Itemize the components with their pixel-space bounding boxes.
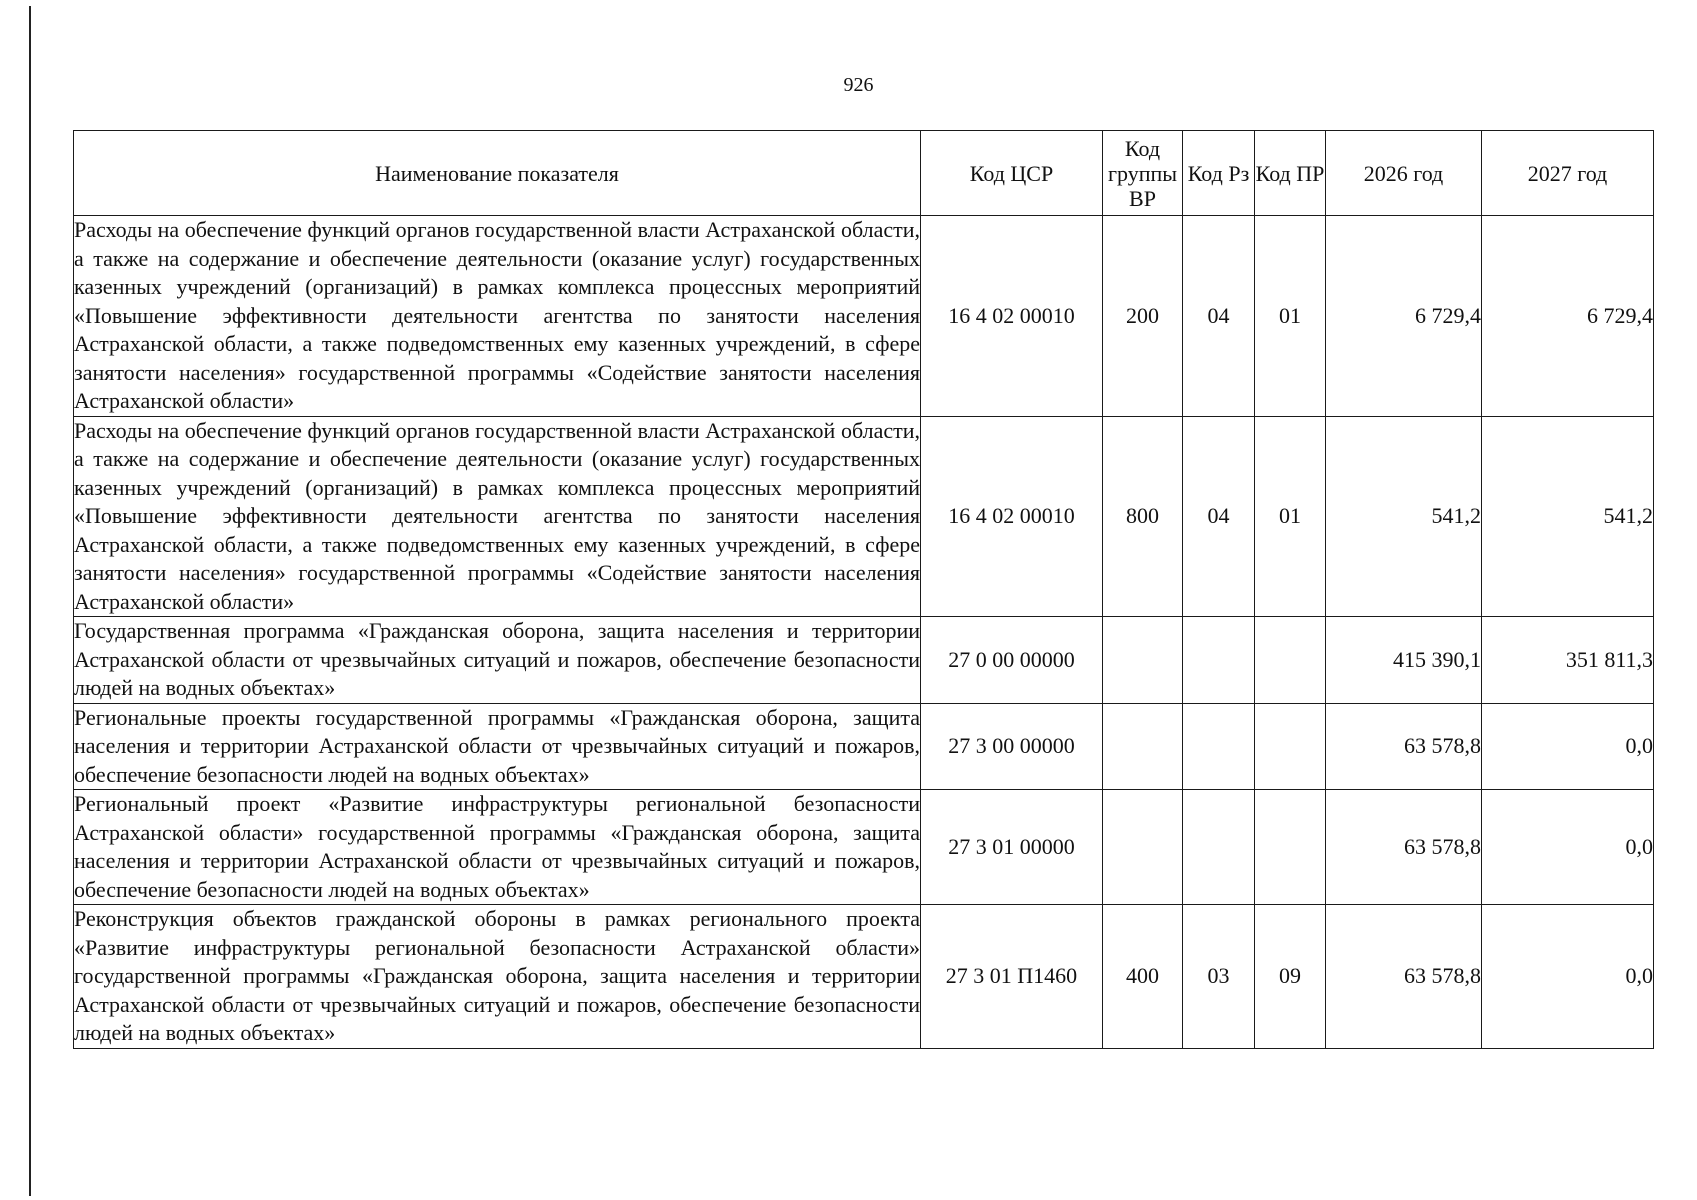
csr-code-cell: 27 0 00 00000 <box>921 617 1103 704</box>
header-rz-code: Код Рз <box>1183 131 1255 216</box>
rz-code-cell: 03 <box>1183 905 1255 1049</box>
table-header-row <box>74 131 1654 216</box>
csr-code-cell: 16 4 02 00010 <box>921 216 1103 417</box>
rz-code-cell: 04 <box>1183 416 1255 617</box>
amount-2026-cell: 63 578,8 <box>1326 790 1482 905</box>
amount-2027-cell: 541,2 <box>1482 416 1654 617</box>
pr-code-cell: 01 <box>1255 416 1326 617</box>
header-csr-code: Код ЦСР <box>921 131 1103 216</box>
csr-code-cell: 27 3 01 00000 <box>921 790 1103 905</box>
table-row <box>74 790 1654 905</box>
amount-2027-cell: 351 811,3 <box>1482 617 1654 704</box>
table-row <box>74 905 1654 1049</box>
pr-code-cell <box>1255 790 1326 905</box>
header-indicator-name: Наименование показателя <box>74 131 921 216</box>
amount-2027-cell: 0,0 <box>1482 790 1654 905</box>
pr-code-cell: 09 <box>1255 905 1326 1049</box>
table-row <box>74 216 1654 417</box>
header-pr-code: Код ПР <box>1255 131 1326 216</box>
rz-code-cell <box>1183 617 1255 704</box>
amount-2027-cell: 6 729,4 <box>1482 216 1654 417</box>
page-number: 926 <box>843 74 874 96</box>
amount-2026-cell: 415 390,1 <box>1326 617 1482 704</box>
amount-2026-cell: 63 578,8 <box>1326 905 1482 1049</box>
rz-code-cell: 04 <box>1183 216 1255 417</box>
pr-code-cell: 01 <box>1255 216 1326 417</box>
scan-edge-line <box>29 6 31 1196</box>
indicator-name-cell: Расходы на обеспечение функций органов государственной власти Астраханской области, а также на содержание и обеспечение деятельности (оказание услуг) государственных казенных учреждений (организаций) в рамках комплекса процессных мероприятий «Повышение эффективности деятельности агентства по занятости населения Астраханской области, а также подведомственных ему казенных учреждений, в сфере занятости населения» государственной программы «Содействие занятости населения Астраханской области» <box>74 416 921 617</box>
amount-2026-cell: 6 729,4 <box>1326 216 1482 417</box>
amount-2026-cell: 63 578,8 <box>1326 703 1482 790</box>
vr-group-cell: 200 <box>1103 216 1183 417</box>
indicator-name-cell: Региональные проекты государственной программы «Гражданская оборона, защита населения и территории Астраханской области от чрезвычайных ситуаций и пожаров, обеспечение безопасности людей на водных объектах» <box>74 703 921 790</box>
vr-group-cell <box>1103 790 1183 905</box>
csr-code-cell: 27 3 01 П1460 <box>921 905 1103 1049</box>
indicator-name-cell: Государственная программа «Гражданская оборона, защита населения и территории Астраханской области от чрезвычайных ситуаций и пожаров, обеспечение безопасности людей на водных объектах» <box>74 617 921 704</box>
vr-group-cell: 800 <box>1103 416 1183 617</box>
table-row <box>74 416 1654 617</box>
indicator-name-cell: Реконструкция объектов гражданской обороны в рамках регионального проекта «Развитие инфраструктуры региональной безопасности Астраханской области» государственной программы «Гражданская оборона, защита населения и территории Астраханской области от чрезвычайных ситуаций и пожаров, обеспечение безопасности людей на водных объектах» <box>74 905 921 1049</box>
header-year-2026: 2026 год <box>1326 131 1482 216</box>
rz-code-cell <box>1183 703 1255 790</box>
vr-group-cell <box>1103 703 1183 790</box>
pr-code-cell <box>1255 703 1326 790</box>
csr-code-cell: 16 4 02 00010 <box>921 416 1103 617</box>
table-row <box>74 617 1654 704</box>
header-vr-group-code: Код группы ВР <box>1103 131 1183 216</box>
indicator-name-cell: Расходы на обеспечение функций органов государственной власти Астраханской области, а также на содержание и обеспечение деятельности (оказание услуг) государственных казенных учреждений (организаций) в рамках комплекса процессных мероприятий «Повышение эффективности деятельности агентства по занятости населения Астраханской области, а также подведомственных ему казенных учреждений, в сфере занятости населения» государственной программы «Содействие занятости населения Астраханской области» <box>74 216 921 417</box>
table-row <box>74 703 1654 790</box>
amount-2026-cell: 541,2 <box>1326 416 1482 617</box>
amount-2027-cell: 0,0 <box>1482 905 1654 1049</box>
amount-2027-cell: 0,0 <box>1482 703 1654 790</box>
vr-group-cell: 400 <box>1103 905 1183 1049</box>
vr-group-cell <box>1103 617 1183 704</box>
csr-code-cell: 27 3 00 00000 <box>921 703 1103 790</box>
indicator-name-cell: Региональный проект «Развитие инфраструктуры региональной безопасности Астраханской области» государственной программы «Гражданская оборона, защита населения и территории Астраханской области от чрезвычайных ситуаций и пожаров, обеспечение безопасности людей на водных объектах» <box>74 790 921 905</box>
budget-table <box>73 130 1654 1049</box>
header-year-2027: 2027 год <box>1482 131 1654 216</box>
pr-code-cell <box>1255 617 1326 704</box>
rz-code-cell <box>1183 790 1255 905</box>
